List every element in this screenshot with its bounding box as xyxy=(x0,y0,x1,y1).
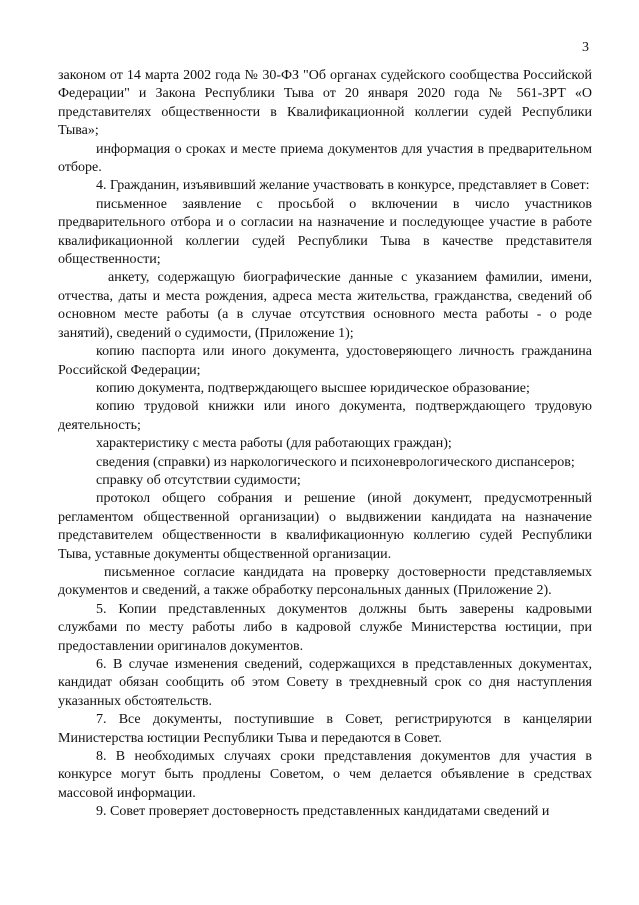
paragraph-questionnaire: анкету, содержащую биографические данные с указанием фамилии, имени, отчества, даты и места рождения, адреса места жительства, гражданства, сведений об основном месте работы (а в случае отсутствия основного места работы - о роде занятий), сведений о судимости, (Приложение 1); xyxy=(58,270,592,341)
paragraph-work-reference: характеристику с места работы (для работающих граждан); xyxy=(96,436,452,452)
paragraph-written-consent: письменное согласие кандидата на проверку достоверности представляемых документов и сведений, а также обработку персональных данных (Приложение 2). xyxy=(58,564,592,599)
document-body xyxy=(58,67,592,822)
paragraph-passport-copy: копию паспорта или иного документа, удостоверяющего личность гражданина Российской Федерации; xyxy=(58,344,592,378)
page-number: 3 xyxy=(582,40,589,55)
paragraph-application: письменное заявление с просьбой о включении в число участников предварительного отбора и о согласии на назначение и последующее участие в работе квалификационной коллегии судей Республики Тыва в качестве представителя общественности; xyxy=(58,196,592,268)
paragraph-info-deadlines: информация о сроках и месте приема документов для участия в предварительном отборе. xyxy=(58,141,592,176)
paragraph-education-copy: копию документа, подтверждающего высшее юридическое образование; xyxy=(96,380,530,396)
paragraph-item-9: 9. Совет проверяет достоверность представленных кандидатами сведений и xyxy=(96,804,550,820)
paragraph-item-4: 4. Гражданин, изъявивший желание участвовать в конкурсе, представляет в Совет: xyxy=(96,178,590,194)
paragraph-meeting-minutes: протокол общего собрания и решение (иной документ, предусмотренный регламентом общественной организации) о выдвижении кандидата на назначение представителем общественности в квалификационную коллегию судей Республики Тыва, уставные документы общественной организации. xyxy=(58,491,592,562)
paragraph-medical-certificates: сведения (справки) из наркологического и психоневрологического диспансеров; xyxy=(96,454,575,470)
paragraph-item-7: 7. Все документы, поступившие в Совет, регистрируются в канцелярии Министерства юстиции Республики Тыва и передаются в Совет. xyxy=(58,712,592,746)
paragraph-item-8: 8. В необходимых случаях сроки представления документов для участия в конкурсе могут быть продлены Советом, о чем делается объявление в средствах массовой информации. xyxy=(58,749,592,801)
paragraph-no-criminal-record: справку об отсутствии судимости; xyxy=(96,472,301,488)
paragraph-law-reference: законом от 14 марта 2002 года № 30-ФЗ "Об органах судейского сообщества Российской Федерации" и Закона Республики Тыва от 20 января 2020 года № 561-ЗРТ «О представителях общественности в Квалификационной коллегии судей Республики Тыва»; xyxy=(58,68,592,139)
paragraph-employment-record: копию трудовой книжки или иного документа, подтверждающего трудовую деятельность; xyxy=(58,399,592,433)
paragraph-item-5: 5. Копии представленных документов должны быть заверены кадровыми службами по месту работы либо в кадровой службе Министерства юстиции, при предоставлении оригиналов документов. xyxy=(58,601,592,654)
paragraph-item-6: 6. В случае изменения сведений, содержащихся в представленных документах, кандидат обязан сообщить об этом Совету в трехдневный срок со дня наступления указанных обстоятельств. xyxy=(58,657,592,709)
